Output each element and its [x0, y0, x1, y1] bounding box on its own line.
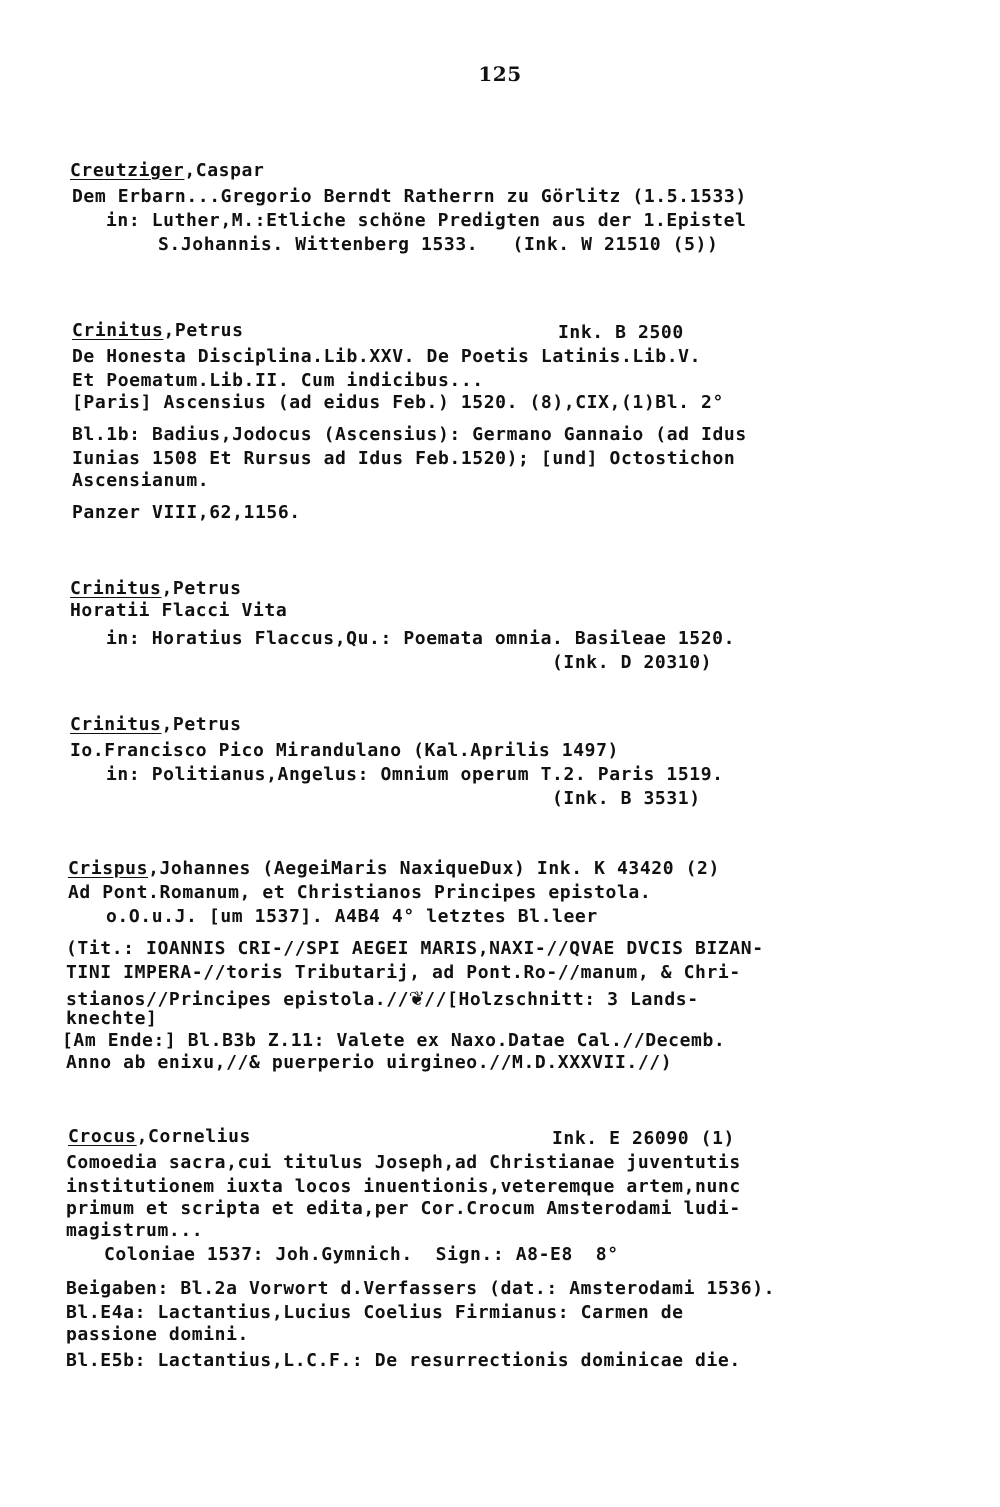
entry-text-line: Bl.1b: Badius,Jodocus (Ascensius): Germano Gannaio (ad Idus: [72, 424, 747, 445]
entry-text-line: knechte]: [66, 1008, 158, 1029]
entry-text-line: Beigaben: Bl.2a Vorwort d.Verfassers (dat.: Amsterodami 1536).: [66, 1278, 776, 1299]
author-surname: Creutziger: [70, 160, 185, 181]
entry-text-line: Bl.E4a: Lactantius,Lucius Coelius Firmianus: Carmen de: [66, 1302, 684, 1323]
entry-text-line: TINI IMPERA-//toris Tributarij, ad Pont.Ro-//manum, & Chri-: [66, 962, 741, 983]
entry-text-line: Bl.E5b: Lactantius,L.C.F.: De resurrectionis dominicae die.: [66, 1350, 741, 1371]
entry-heading: [68, 858, 720, 880]
author-surname: Crinitus: [70, 578, 162, 599]
entry-heading: [72, 320, 244, 342]
entry-text-line: (Tit.: IOANNIS CRI-//SPI AEGEI MARIS,NAXI-//QVAE DVCIS BIZAN-: [66, 938, 764, 959]
entry-text-line: primum et scripta et edita,per Cor.Crocum Amsterodami ludi-: [66, 1198, 741, 1219]
entry-heading: [68, 1126, 251, 1148]
entry-text-line: Io.Francisco Pico Mirandulano (Kal.Aprilis 1497): [70, 740, 619, 761]
entry-text-line: o.O.u.J. [um 1537]. A4B4 4° letztes Bl.leer: [106, 906, 598, 927]
author-given-name: ,Petrus: [161, 714, 242, 735]
entry-text-line: De Honesta Disciplina.Lib.XXV. De Poetis Latinis.Lib.V.: [72, 346, 702, 367]
entry-text-line: Comoedia sacra,cui titulus Joseph,ad Christianae juventutis: [66, 1152, 741, 1173]
entry-heading: [70, 160, 264, 182]
entry-text-line: Ad Pont.Romanum, et Christianos Principes epistola.: [68, 882, 652, 903]
author-surname: Crispus: [68, 858, 149, 879]
entry-text-line: Horatii Flacci Vita: [70, 600, 288, 621]
entry-text-line: in: Luther,M.:Etliche schöne Predigten aus der 1.Epistel: [106, 210, 747, 231]
entry-text-line: [Paris] Ascensius (ad eidus Feb.) 1520. (8),CIX,(1)Bl. 2°: [72, 392, 724, 413]
entry-text-line: in: Politianus,Angelus: Omnium operum T.2. Paris 1519.: [106, 764, 724, 785]
entry-text-line: Dem Erbarn...Gregorio Berndt Ratherrn zu Görlitz (1.5.1533): [72, 186, 747, 207]
entry-text-line: magistrum...: [66, 1220, 204, 1241]
shelfmark: Ink. E 26090 (1): [552, 1128, 735, 1149]
author-given-name: ,Caspar: [184, 160, 265, 181]
entry-text-line: Et Poematum.Lib.II. Cum indicibus...: [72, 370, 484, 391]
page-number: 125: [478, 62, 522, 86]
author-given-name: ,Johannes (AegeiMaris NaxiqueDux) Ink. K 43420 (2): [148, 858, 720, 879]
author-surname: Crinitus: [70, 714, 162, 735]
entry-text-line: passione domini.: [66, 1324, 249, 1345]
author-given-name: ,Petrus: [161, 578, 242, 599]
entry-text-line: (Ink. B 3531): [552, 788, 701, 809]
entry-text-fragment: stianos//Principes epistola.//: [66, 989, 410, 1010]
entry-text-line: [66, 983, 699, 1011]
entry-text-fragment: //[Holzschnitt: 3 Lands-: [424, 989, 699, 1010]
woodcut-ornament-icon: ❦: [409, 983, 425, 1011]
entry-text-line: Iunias 1508 Et Rursus ad Idus Feb.1520); [und] Octostichon: [72, 448, 736, 469]
entry-text-line: [Am Ende:] Bl.B3b Z.11: Valete ex Naxo.Datae Cal.//Decemb.: [62, 1030, 726, 1051]
shelfmark: Ink. B 2500: [558, 322, 684, 343]
author-given-name: ,Petrus: [163, 320, 244, 341]
author-surname: Crocus: [68, 1126, 137, 1147]
author-surname: Crinitus: [72, 320, 164, 341]
entry-heading: [70, 714, 242, 736]
entry-text-line: Ascensianum.: [72, 470, 210, 491]
entry-text-line: in: Horatius Flaccus,Qu.: Poemata omnia. Basileae 1520.: [106, 628, 736, 649]
entry-text-line: Coloniae 1537: Joh.Gymnich. Sign.: A8-E8 8°: [104, 1244, 619, 1265]
entry-heading: [70, 578, 242, 600]
author-given-name: ,Cornelius: [136, 1126, 251, 1147]
entry-text-line: Panzer VIII,62,1156.: [72, 502, 301, 523]
entry-text-line: S.Johannis. Wittenberg 1533. (Ink. W 21510 (5)): [158, 234, 719, 255]
entry-text-line: institutionem iuxta locos inuentionis,veteremque artem,nunc: [66, 1176, 741, 1197]
entry-text-line: Anno ab enixu,//& puerperio uirgineo.//M.D.XXXVII.//): [66, 1052, 673, 1073]
entry-text-line: (Ink. D 20310): [552, 652, 713, 673]
